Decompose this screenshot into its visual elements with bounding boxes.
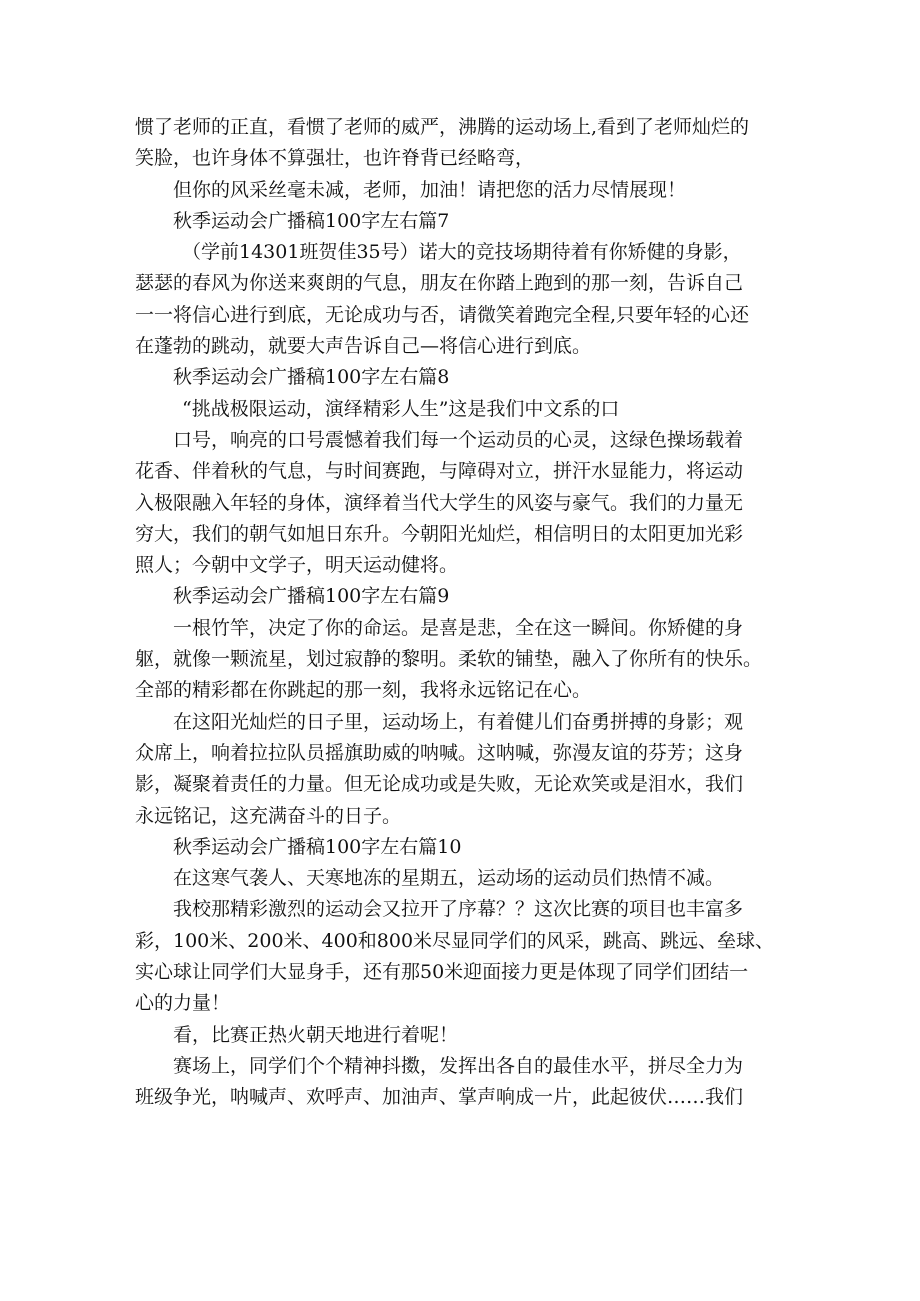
paragraph-line: 影，凝聚着责任的力量。但无论成功或是失败，无论欢笑或是泪水，我们 <box>135 773 744 796</box>
paragraph-line: 躯，就像一颗流星，划过寂静的黎明。柔软的铺垫，融入了你所有的快乐。 <box>135 648 763 671</box>
body-paragraph <box>135 112 790 175</box>
body-paragraph <box>135 237 790 362</box>
paragraph-line: 入极限融入年轻的身体，演绎着当代大学生的风姿与豪气。我们的力量无 <box>135 491 744 514</box>
paragraph-line: 永远铭记，这充满奋斗的日子。 <box>135 804 402 827</box>
paragraph-line: 彩，100米、200米、400和800米尽显同学们的风采，跳高、跳远、垒球、 <box>135 929 775 952</box>
document-page <box>135 112 790 1114</box>
paragraph-line: 在这阳光灿烂的日子里，运动场上，有着健儿们奋勇拼搏的身影；观 <box>173 710 744 733</box>
paragraph-line: 我校那精彩激烈的运动会又拉开了序幕？？这次比赛的项目也丰富多 <box>173 898 744 921</box>
body-paragraph <box>135 1020 790 1051</box>
paragraph-line: 惯了老师的正直，看惯了老师的威严，沸腾的运动场上,看到了老师灿烂的 <box>135 116 750 138</box>
paragraph-line: （学前14301班贺佳35号）诺大的竞技场期待着有你矫健的身影， <box>182 241 742 264</box>
paragraph-line: 在蓬勃的跳动，就要大声告诉自己—将信心进行到底。 <box>135 335 592 358</box>
paragraph-line: 看，比赛正热火朝天地进行着呢！ <box>173 1023 459 1046</box>
paragraph-line: “挑战极限运动，演绎精彩人生”这是我们中文系的口 <box>182 397 620 420</box>
paragraph-line: 口号，响亮的口号震憾着我们每一个运动员的心灵，这绿色操场载着 <box>173 428 744 451</box>
paragraph-line: 花香、伴着秋的气息，与时间赛跑，与障碍对立，拼汗水显能力，将运动 <box>135 460 744 483</box>
body-paragraph <box>135 175 790 206</box>
paragraph-line: 在这寒气袭人、天寒地冻的星期五，运动场的运动员们热情不减。 <box>173 867 725 890</box>
section-heading <box>135 581 790 612</box>
section-heading <box>135 832 790 863</box>
paragraph-line: 穷大，我们的朝气如旭日东升。今朝阳光灿烂，相信明日的太阳更加光彩 <box>135 522 744 545</box>
heading-text: 秋季运动会广播稿100字左右篇8 <box>173 366 450 389</box>
body-paragraph <box>135 894 790 1019</box>
body-paragraph <box>135 394 790 425</box>
paragraph-line: 但你的风采丝毫未减，老师，加油！请把您的活力尽情展现！ <box>173 178 687 201</box>
section-heading <box>135 362 790 393</box>
paragraph-line: 照人；今朝中文学子，明天运动健将。 <box>135 554 459 577</box>
body-paragraph <box>135 1051 790 1114</box>
body-paragraph <box>135 707 790 832</box>
paragraph-line: 一一将信心进行到底，无论成功与否，请微笑着跑完全程,只要年轻的心还 <box>135 303 750 326</box>
paragraph-line: 实心球让同学们大显身手，还有那50米迎面接力更是体现了同学们团结一 <box>135 961 749 984</box>
paragraph-line: 笑脸，也许身体不算强壮，也许脊背已经略弯， <box>135 147 535 170</box>
body-paragraph <box>135 425 790 581</box>
paragraph-line: 心的力量！ <box>135 992 231 1015</box>
body-paragraph <box>135 863 790 894</box>
heading-text: 秋季运动会广播稿100字左右篇9 <box>173 585 450 608</box>
section-heading <box>135 206 790 237</box>
paragraph-line: 赛场上，同学们个个精神抖擞，发挥出各自的最佳水平，拼尽全力为 <box>173 1054 744 1077</box>
heading-text: 秋季运动会广播稿100字左右篇7 <box>173 209 450 232</box>
paragraph-line: 众席上，响着拉拉队员摇旗助威的呐喊。这呐喊，弥漫友谊的芬芳；这身 <box>135 741 744 764</box>
paragraph-line: 班级争光，呐喊声、欢呼声、加油声、掌声响成一片，此起彼伏……我们 <box>135 1086 744 1109</box>
paragraph-line: 一根竹竿，决定了你的命运。是喜是悲，全在这一瞬间。你矫健的身 <box>173 616 744 639</box>
paragraph-line: 瑟瑟的春风为你送来爽朗的气息，朋友在你踏上跑到的那一刻，告诉自己 <box>135 272 744 295</box>
heading-text: 秋季运动会广播稿100字左右篇10 <box>173 835 462 858</box>
body-paragraph <box>135 613 790 707</box>
paragraph-line: 全部的精彩都在你跳起的那一刻，我将永远铭记在心。 <box>135 679 592 702</box>
